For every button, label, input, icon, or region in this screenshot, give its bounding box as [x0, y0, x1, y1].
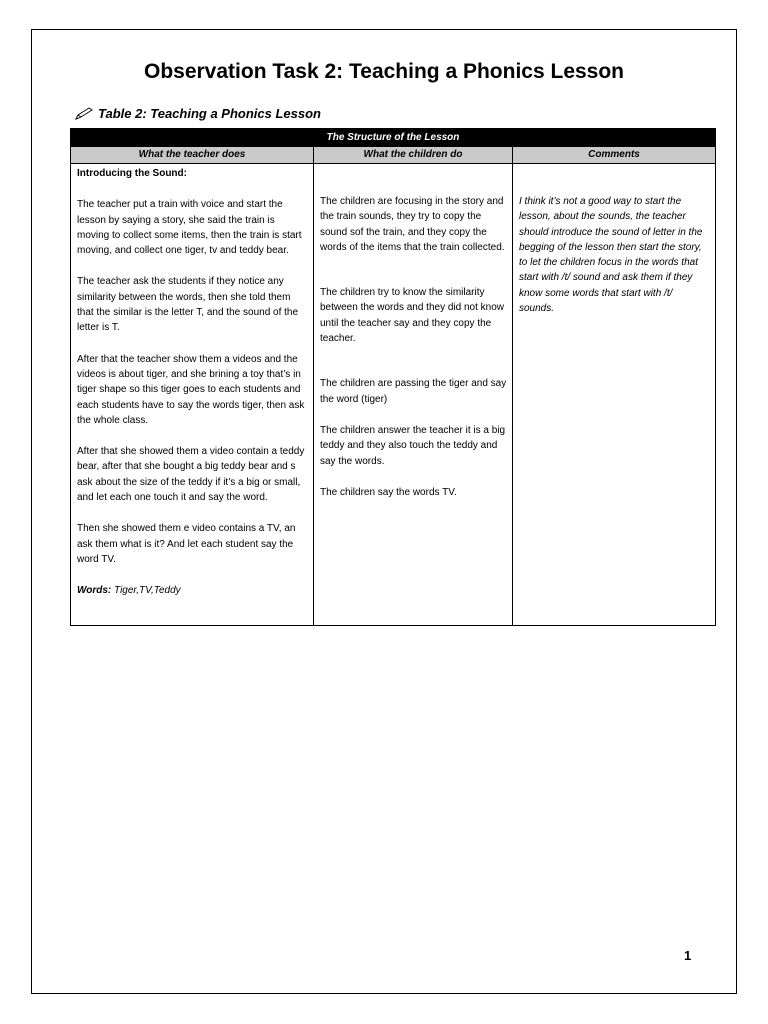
pencil-icon	[74, 107, 94, 121]
teacher-cell	[71, 164, 314, 626]
column-header-children: What the children do	[314, 147, 513, 164]
words-label: Words:	[77, 585, 112, 597]
teacher-paragraph: The teacher ask the students if they notice any similarity between the words, then she told them that the similar is the letter T, and the sound of the letter is T.	[77, 276, 299, 334]
table-caption-text: Table 2: Teaching a Phonics Lesson	[98, 106, 321, 121]
column-header-teacher: What the teacher does	[71, 147, 314, 164]
document-title: Observation Task 2: Teaching a Phonics Lesson	[143, 60, 625, 83]
column-header-comments: Comments	[513, 147, 716, 164]
page-number: 1	[684, 948, 692, 963]
table-caption	[74, 106, 321, 121]
children-paragraph: The children say the words TV.	[320, 486, 457, 498]
children-cell	[314, 164, 513, 626]
teacher-paragraph: After that she showed them a video contain a teddy bear, after that she bought a big teddy bear and s ask about the size of the teddy if it’s a big or small, and let each one touch it and say the word.	[77, 446, 305, 504]
words-line	[77, 583, 308, 598]
words-value: Tiger,TV,Teddy	[111, 585, 181, 597]
children-paragraph: The children answer the teacher it is a big teddy and they also touch the teddy and say the words.	[320, 424, 506, 467]
comment-paragraph: I think it’s not a good way to start the lesson, about the sounds, the teacher should introduce the sound of letter in the begging of the lesson then start the story, to let the children focus in the words that start with /t/ sound and ask them if they know some words that start with /t/ sounds.	[519, 196, 703, 315]
introducing-sound-heading: Introducing the Sound:	[77, 168, 187, 179]
lesson-table	[70, 128, 716, 626]
teacher-paragraph: Then she showed them e video contains a TV, an ask them what is it? And let each student say the word TV.	[77, 523, 296, 565]
children-paragraph: The children are focusing in the story and the train sounds, they try to copy the sound sof the train, and they copy the words of the items that the train collected.	[320, 196, 505, 253]
teacher-paragraph: The teacher put a train with voice and start the lesson by saying a story, she said the train is moving to collect some items, then the train is start moving, and collect one tiger, tv and teddy bear.	[77, 199, 302, 257]
children-paragraph: The children are passing the tiger and say the word (tiger)	[320, 378, 507, 405]
children-paragraph: The children try to know the similarity between the words and they did not know until the teacher say and they copy the teacher.	[320, 287, 505, 345]
comments-cell	[513, 164, 716, 626]
lesson-structure-header: The Structure of the Lesson	[71, 129, 716, 147]
teacher-paragraph: After that the teacher show them a videos and the videos is about tiger, and she brining a toy that’s in tiger shape so this tiger goes to each students and each students have to say the words tiger, then ask the whole class.	[77, 353, 305, 426]
